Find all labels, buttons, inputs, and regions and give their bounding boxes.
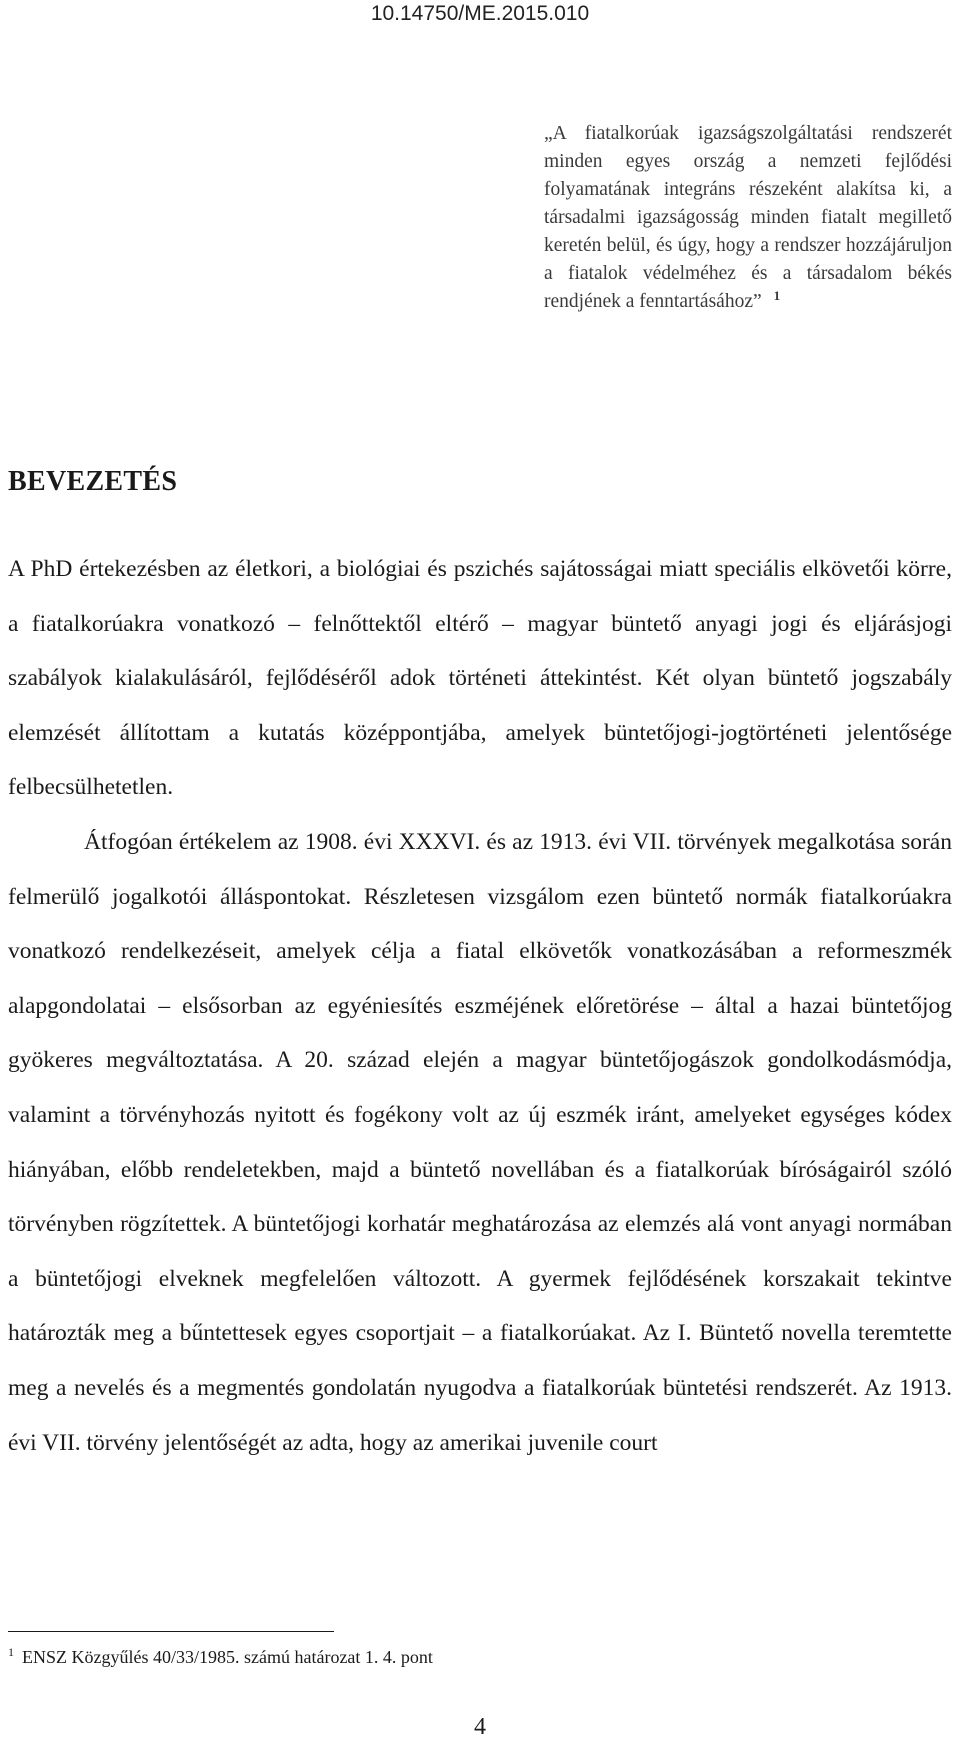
motto-footnote-ref[interactable]: 1 [773, 287, 781, 303]
page-number: 4 [474, 1714, 486, 1740]
footnote-divider [8, 1631, 334, 1632]
footnote [8, 1646, 433, 1668]
paragraph-1: A PhD értekezésben az életkori, a biológiai és pszichés sajátosságai miatt speciális elkövetői körre, a fiatalkorúakra vonatkozó – felnőttektől eltérő – magyar büntető anyagi jogi és eljárásjogi szabályok kialakulásáról, fejlődéséről adok történeti áttekintést. Két olyan büntető jogszabály elemzését állítottam a kutatás középpontjába, amelyek büntetőjogi-jogtörténeti jelentősége felbecsülhetetlen. [8, 556, 952, 801]
motto-quote [544, 120, 952, 316]
footnote-text: ENSZ Közgyűlés 40/33/1985. számú határozat 1. 4. pont [22, 1647, 433, 1667]
section-heading: BEVEZETÉS [8, 466, 178, 497]
paragraph-2: Átfogóan értékelem az 1908. évi XXXVI. és az 1913. évi VII. törvények megalkotása során felmerülő jogalkotói álláspontokat. Részletesen vizsgálom ezen büntető normák fiatalkorúakra vonatkozó rendelkezéseit, amelyek célja a fiatal elkövetők vonatkozásában a reformeszmék alapgondolatai – elsősorban az egyéniesítés eszméjének előretörése – által a hazai büntetőjog gyökeres megváltoztatása. A 20. század elején a magyar büntetőjogászok gondolkodásmódja, valamint a törvényhozás nyitott és fogékony volt az új eszmék iránt, amelyeket egységes kódex hiányában, előbb rendeletekben, majd a büntető novellában és a fiatalkorúak bíróságairól szóló törvényben rögzítettek. A büntetőjogi korhatár meghatározása az elemzés alá vont anyagi normában a büntetőjogi elveknek megfelelően változott. A gyermek fejlődésének korszakait tekintve határozták meg a bűntettesek egyes csoportjait – a fiatalkorúakat. Az I. Büntető novella teremtette meg a nevelés és a megmentés gondolatán nyugodva a fiatalkorúak büntetési rendszerét. Az 1913. évi VII. törvény jelentőségét az adta, hogy az amerikai juvenile court [8, 828, 952, 1456]
motto-text: „A fiatalkorúak igazságszolgáltatási rendszerét minden egyes ország a nemzeti fejlődési folyamatának integráns részeként alakítsa ki, a társadalmi igazságosság minden fiatalt megillető keretén belül, és úgy, hogy a rendszer hozzájáruljon a fiatalok védelméhez és a társadalom békés rendjének a fenntartásához” [544, 123, 952, 312]
footnote-number: 1 [8, 1645, 14, 1659]
body-text [8, 542, 952, 1470]
doi-header: 10.14750/ME.2015.010 [370, 2, 590, 25]
